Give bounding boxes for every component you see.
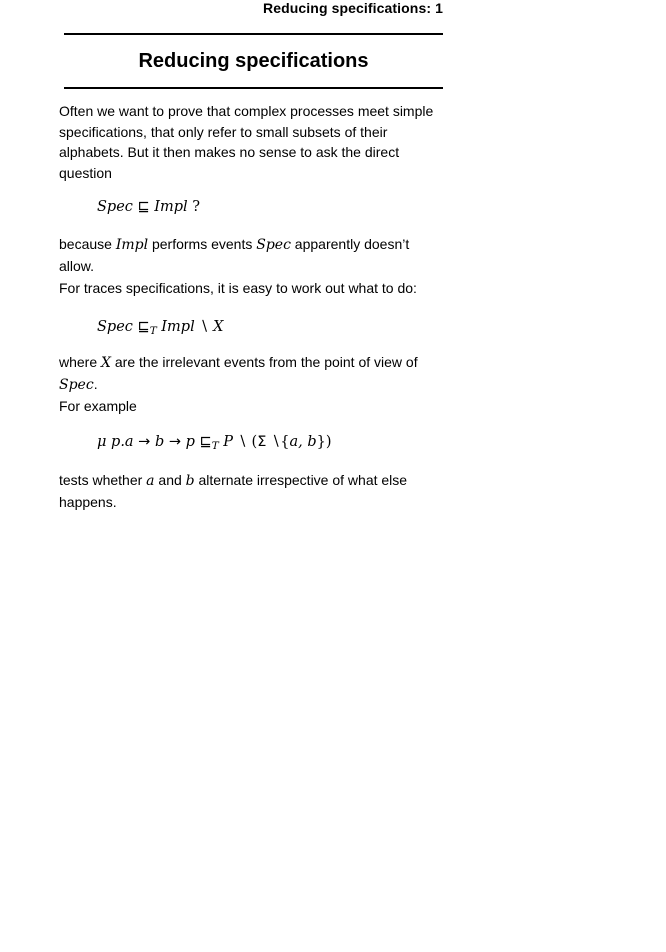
title-rule — [64, 87, 443, 89]
display-formula-example: μ p.a → b → p $⊑_T$ P ∖ (Σ ∖{a, b}) — [97, 434, 332, 452]
paragraph-traces: For traces specifications, it is easy to work out what to do: — [59, 280, 417, 296]
paragraph-for-example: For example — [59, 398, 137, 414]
display-formula-refinement-question: Spec ⊑ Impl ? — [97, 199, 201, 215]
slide-title: Reducing specifications — [138, 50, 369, 72]
paragraph-where-x: where X are the irrelevant events from the point of view of Spec. — [59, 354, 418, 393]
paragraph-because: because Impl performs events Spec apparently doesn’t allow. — [59, 236, 410, 274]
paragraph-tests: tests whether a and b alternate irrespective of what else happens. — [59, 472, 408, 510]
paragraph-intro: Often we want to prove that complex processes meet simple specifications, that only refer to small subsets of their alphabets. But it then makes no sense to ask the direct question — [59, 103, 434, 182]
display-formula-traces-refinement: Spec $⊑_T$ Impl ∖ X — [97, 319, 224, 337]
page-header: Reducing specifications: 1 — [263, 0, 443, 16]
top-rule — [64, 33, 443, 35]
content-area — [59, 0, 443, 952]
